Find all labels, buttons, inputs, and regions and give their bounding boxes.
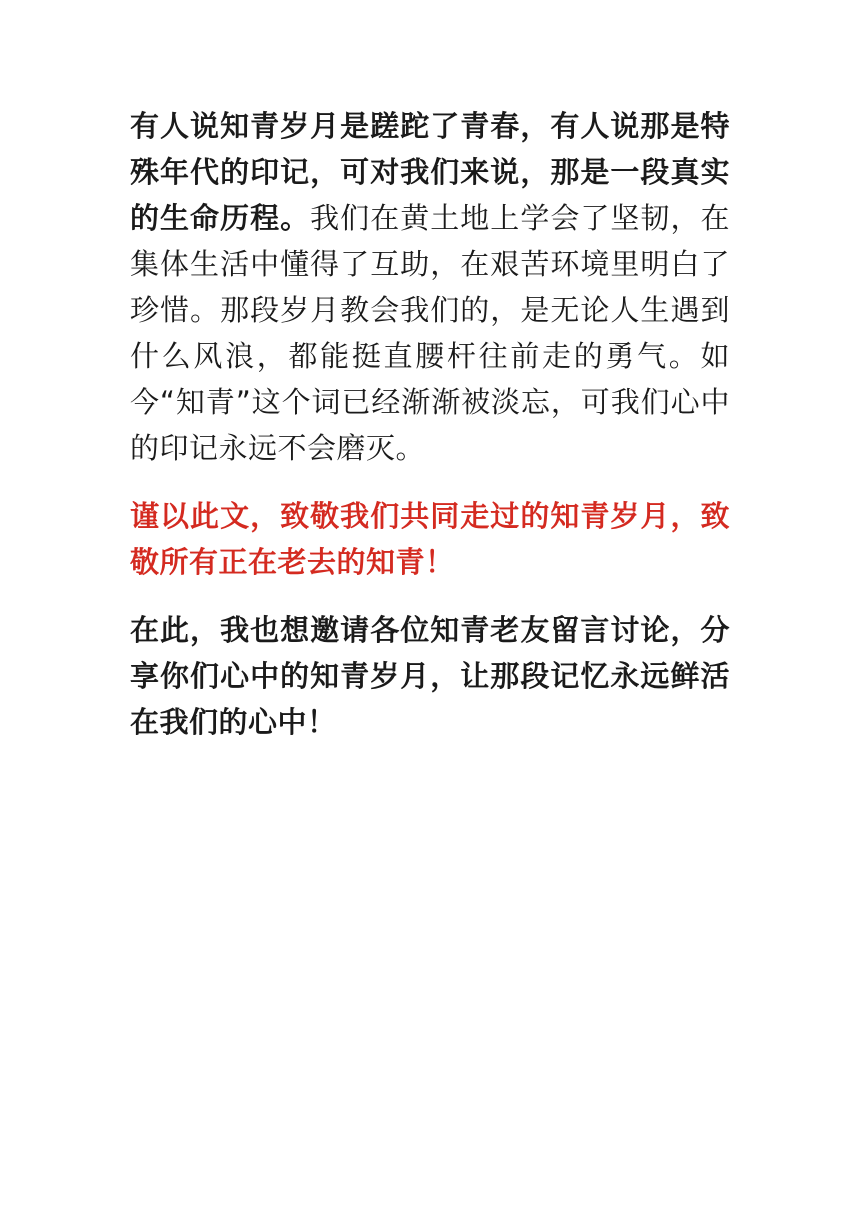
paragraph-reflection-bold: 有人说知青岁月是蹉跎了青春，有人说那是特殊年代的印记，可对我们来说，那是一段真实的生命历程。 [130,109,730,235]
paragraph-reflection [130,103,730,471]
paragraph-invitation: 在此，我也想邀请各位知青老友留言讨论，分享你们心中的知青岁月，让那段记忆永远鲜活在我们的心中！ [130,613,730,739]
article-body [130,103,730,767]
paragraph-tribute: 谨以此文，致敬我们共同走过的知青岁月，致敬所有正在老去的知青！ [130,499,730,579]
paragraph-reflection-normal: 我们在黄土地上学会了坚韧，在集体生活中懂得了互助，在艰苦环境里明白了珍惜。那段岁月教会我们的，是无论人生遇到什么风浪，都能挺直腰杆往前走的勇气。如今“知青”这个词已经渐渐被淡忘，可我们心中的印记永远不会磨灭。 [130,201,730,465]
